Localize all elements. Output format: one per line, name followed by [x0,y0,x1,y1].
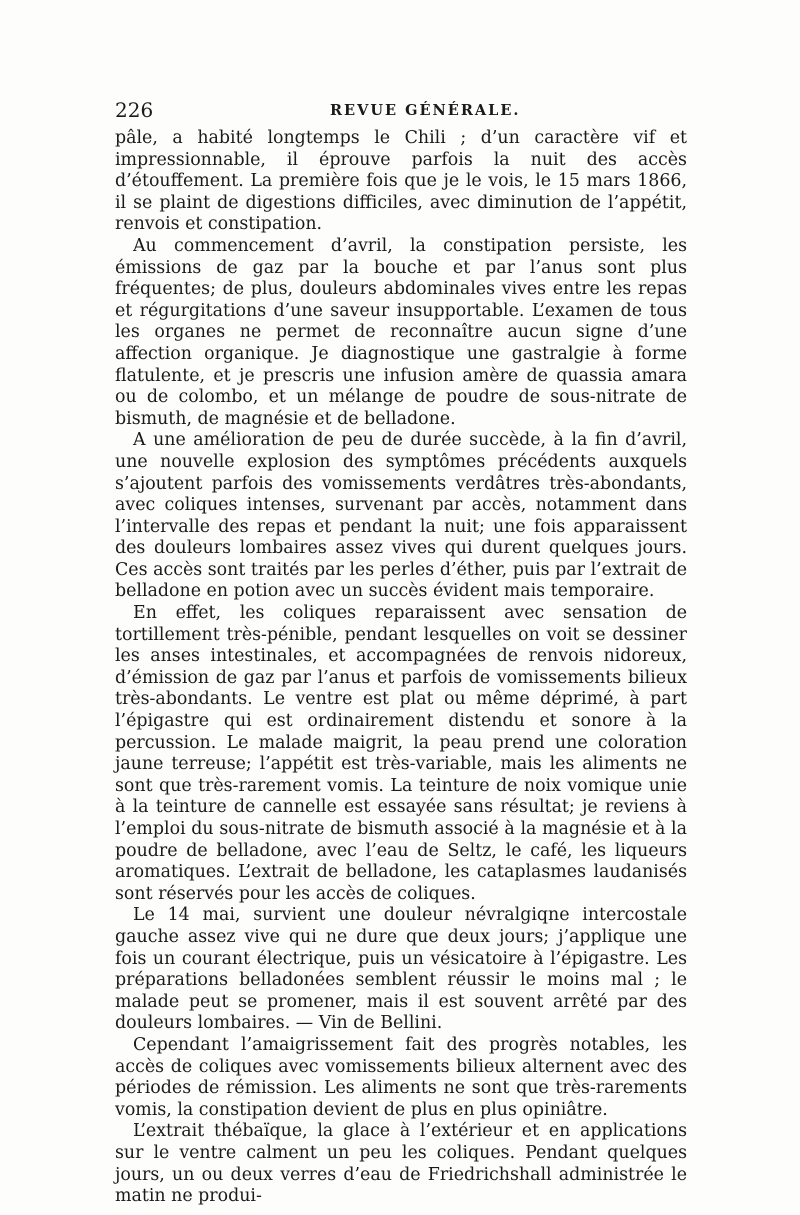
paragraph: En effet, les coliques reparaissent avec sensation de tortillement très-pénible, pendant lesquelles on voit se dessiner les anses intestinales, et accompagnées de renvois nidoreux, d’émission de gaz par l’anus et parfois de vomissements bilieux très-abondants. Le ventre est plat ou même déprimé, à part l’épigastre qui est ordinairement distendu et sonore à la percussion. Le malade maigrit, la peau prend une coloration jaune terreuse; l’appétit est très-variable, mais les aliments ne sont que très-rarement vomis. La teinture de noix vomique unie à la teinture de cannelle est essayée sans résultat; je reviens à l’emploi du sous-nitrate de bismuth associé à la magnésie et à la poudre de belladone, avec l’eau de Seltz, le café, les liqueurs aromatiques. L’extrait de belladone, les cataplasmes laudanisés sont réservés pour les accès de coliques. [115,603,687,904]
paragraph: Le 14 mai, survient une douleur névralgiqne intercostale gauche assez vive qui ne dure que deux jours; j’applique une fois un courant électrique, puis un vésicatoire à l’épigastre. Les préparations belladonées semblent réussir le moins mal ; le malade peut se promener, mais il est souvent arrêté par des douleurs lombaires. — Vin de Bellini. [115,905,687,1034]
body-text [115,128,687,1208]
paragraph: L’extrait thébaïque, la glace à l’extérieur et en applications sur le ventre calment un peu les coliques. Pendant quelques jours, un ou deux verres d’eau de Friedrichshall administrée le matin ne produi- [115,1121,687,1207]
paragraph: Au commencement d’avril, la constipation persiste, les émissions de gaz par la bouche et par l’anus sont plus fréquentes; de plus, douleurs abdominales vives entre les repas et régurgitations d’une saveur insupportable. L’examen de tous les organes ne permet de reconnaître aucun signe d’une affection organique. Je diagnostique une gastralgie à forme flatulente, et je prescris une infusion amère de quassia amara ou de colombo, et un mélange de poudre de sous-nitrate de bismuth, de magnésie et de belladone. [115,235,687,429]
paragraph: Cependant l’amaigrissement fait des progrès notables, les accès de coliques avec vomissements bilieux alternent avec des périodes de rémission. Les aliments ne sont que très-rarements vomis, la constipation devient de plus en plus opiniâtre. [115,1034,687,1120]
paragraph: pâle, a habité longtemps le Chili ; d’un caractère vif et impressionnable, il éprouve parfois la nuit des accès d’étouffement. La première fois que je le vois, le 15 mars 1866, il se plaint de digestions difficiles, avec diminution de l’appétit, renvois et constipation. [115,128,687,235]
paragraph: A une amélioration de peu de durée succède, à la fin d’avril, une nouvelle explosion des symptômes précédents auxquels s’ajoutent parfois des vomissements verdâtres très-abondants, avec coliques intenses, survenant par accès, notamment dans l’intervalle des repas et pendant la nuit; une fois apparaissent des douleurs lombaires assez vives qui durent quelques jours. Ces accès sont traités par les perles d’éther, puis par l’extrait de belladone en potion avec un succès évident mais temporaire. [115,430,687,602]
page-number: 226 [115,98,154,122]
running-head [115,98,685,122]
journal-title: REVUE GÉNÉRALE. [330,102,521,119]
